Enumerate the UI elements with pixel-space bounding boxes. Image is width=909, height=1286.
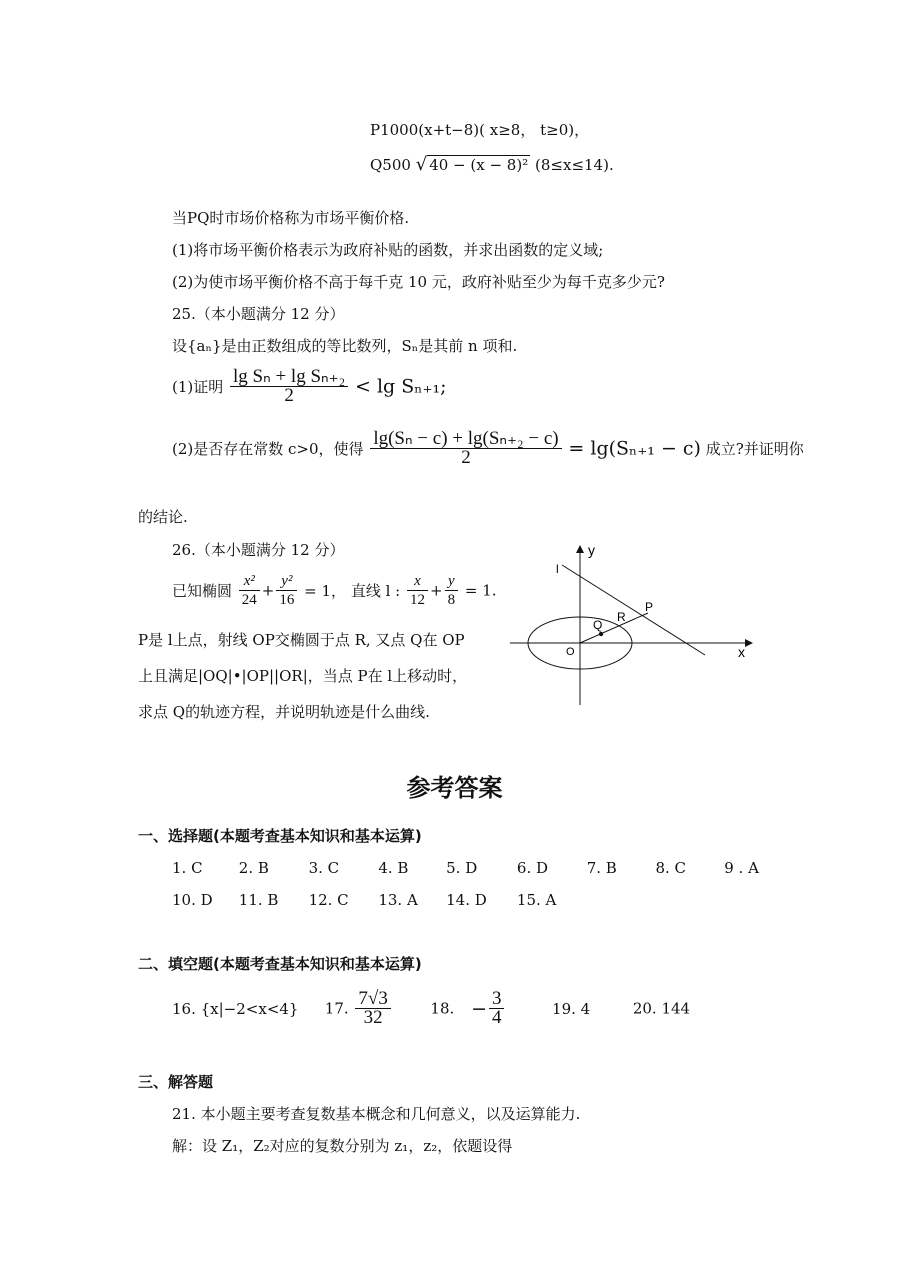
q24-part1: (1)将市场平衡价格表示为政府补贴的函数，并求出函数的定义域;: [172, 241, 604, 259]
formula-p: P1000(x+t−8)( x≥8， t≥0)，: [370, 121, 590, 139]
line-x-fraction: [407, 572, 428, 609]
answer-item: 2. B: [238, 859, 269, 877]
answer-item: 6. D: [516, 859, 549, 877]
answer-17-label: 17.: [324, 999, 349, 1018]
answer-item: 3. C: [308, 859, 340, 877]
q25-header: 25.（本小题满分 12 分）: [172, 305, 345, 323]
q26-line1: [172, 572, 497, 609]
answer-item: 11. B: [238, 891, 279, 909]
line-y-numerator: y: [445, 572, 459, 591]
answer-17-numerator: 7√3: [355, 990, 390, 1009]
answer-title: 参考答案: [406, 774, 503, 802]
answer-item: 12. C: [308, 891, 349, 909]
answer-item: 8. C: [655, 859, 687, 877]
answer-item: 4. B: [378, 859, 409, 877]
formula-q-radical: 40 − (x − 8)²: [429, 156, 529, 174]
y-axis-arrow-icon: [576, 545, 584, 553]
section1-row1: [172, 858, 759, 878]
answer-18-sign: −: [471, 997, 487, 1020]
answer-17-denominator: 32: [363, 1007, 383, 1028]
q25-part2-prefix: (2)是否存在常数 c>0，使得: [172, 440, 364, 458]
q25-part1: [172, 368, 447, 405]
line-x-denominator: 12: [410, 592, 425, 608]
ellipse-y-fraction: [276, 572, 297, 609]
q25-part1-denominator: 2: [284, 385, 294, 406]
q26-line3: 上且满足|OQ|•|OP||OR|，当点 P在 l上移动时，: [138, 667, 468, 685]
point-r-label: R: [617, 610, 626, 624]
formula-q-suffix: (8≤x≤14).: [535, 156, 614, 174]
point-q-label: Q: [593, 618, 603, 632]
answer-19: 19. 4: [552, 999, 591, 1018]
section2-title: 二、填空题(本题考查基本知识和基本运算): [138, 955, 422, 973]
answer-item: 1. C: [172, 859, 203, 877]
answer-item: 7. B: [586, 859, 617, 877]
answer-item: 14. D: [446, 891, 487, 909]
formula-q-prefix: Q500: [370, 156, 411, 174]
answer-item: 9 . A: [724, 859, 759, 877]
section2-answers: [172, 990, 690, 1027]
point-q: [599, 632, 603, 636]
answer-18-fraction: [489, 990, 505, 1027]
x-axis-arrow-icon: [745, 639, 753, 647]
line-y-denominator: 8: [447, 592, 456, 608]
q26-line4: 求点 Q的轨迹方程，并说明轨迹是什么曲线.: [138, 703, 430, 721]
q24-part2: (2)为使市场平衡价格不高于每千克 10 元，政府补贴至少为每千克多少元?: [172, 273, 665, 291]
ellipse-equation-rhs: = 1，: [304, 582, 347, 600]
point-p-label: P: [645, 600, 654, 614]
line-x-numerator: x: [407, 572, 428, 591]
line-y-fraction: [445, 572, 459, 609]
q26-line2: P是 l上点，射线 OP交椭圆于点 R, 又点 Q在 OP: [138, 631, 465, 649]
q26-line1-prefix: 已知椭圆: [172, 582, 233, 600]
q25-part2-suffix: 成立?并证明你: [705, 440, 804, 458]
ellipse-x-fraction: [239, 572, 260, 609]
equilibrium-definition: 当PQ时市场价格称为市场平衡价格.: [172, 209, 410, 227]
origin-label: O: [566, 646, 575, 658]
q26-header: 26.（本小题满分 12 分）: [172, 541, 345, 559]
answer-20: 20. 144: [632, 999, 691, 1018]
answer-item: 10. D: [172, 891, 213, 909]
y-axis-label: y: [588, 542, 595, 558]
answer-16: 16. {x|−2<x<4}: [172, 999, 299, 1018]
q25-intro: 设{aₙ}是由正数组成的等比数列，Sₙ是其前 n 项和.: [172, 337, 518, 355]
section1-row2: [172, 890, 556, 910]
q25-part1-rhs: < lg Sₙ₊₁;: [355, 375, 447, 398]
answer-item: 15. A: [516, 891, 557, 909]
ellipse-x-denominator: 24: [241, 592, 257, 608]
x-axis-label: x: [738, 644, 745, 660]
q25-part1-numerator: lg Sₙ + lg Sₙ₊₂: [230, 368, 348, 387]
q21-solution: 解：设 Z₁，Z₂对应的复数分别为 z₁，z₂，依题设得: [172, 1137, 513, 1155]
plus-sign: +: [261, 581, 275, 600]
q25-part2-continuation: 的结论.: [138, 508, 188, 526]
line-l-label: l: [556, 562, 559, 576]
ellipse-y-denominator: 16: [279, 592, 295, 608]
answer-18-numerator: 3: [489, 990, 505, 1009]
q25-part1-prefix: (1)证明: [172, 378, 224, 396]
q25-part2: [172, 430, 804, 467]
answer-item: 5. D: [446, 859, 478, 877]
answer-18-label: 18.: [430, 999, 455, 1018]
line-label: 直线 l :: [350, 582, 401, 600]
q25-part2-fraction: [370, 430, 561, 467]
plus-sign-2: +: [430, 581, 443, 600]
section1-title: 一、选择题(本题考查基本知识和基本运算): [138, 827, 422, 845]
answer-item: 13. A: [378, 891, 418, 909]
ellipse-line-figure: [500, 535, 760, 715]
sqrt-icon: √: [415, 154, 428, 175]
ellipse-x-numerator: x²: [239, 572, 260, 591]
q25-part2-numerator: lg(Sₙ − c) + lg(Sₙ₊₂ − c): [370, 430, 561, 449]
q25-part2-denominator: 2: [461, 447, 471, 468]
q21-description: 21. 本小题主要考查复数基本概念和几何意义，以及运算能力.: [172, 1105, 581, 1123]
q25-part1-fraction: [230, 368, 348, 405]
q25-part2-rhs: = lg(Sₙ₊₁ − c): [568, 437, 701, 460]
answer-18-denominator: 4: [491, 1007, 502, 1028]
line-equation-rhs: = 1.: [464, 581, 497, 600]
section3-title: 三、解答题: [138, 1073, 214, 1091]
answer-17-fraction: [355, 990, 390, 1027]
ellipse-y-numerator: y²: [276, 572, 297, 591]
formula-q: [370, 155, 614, 175]
